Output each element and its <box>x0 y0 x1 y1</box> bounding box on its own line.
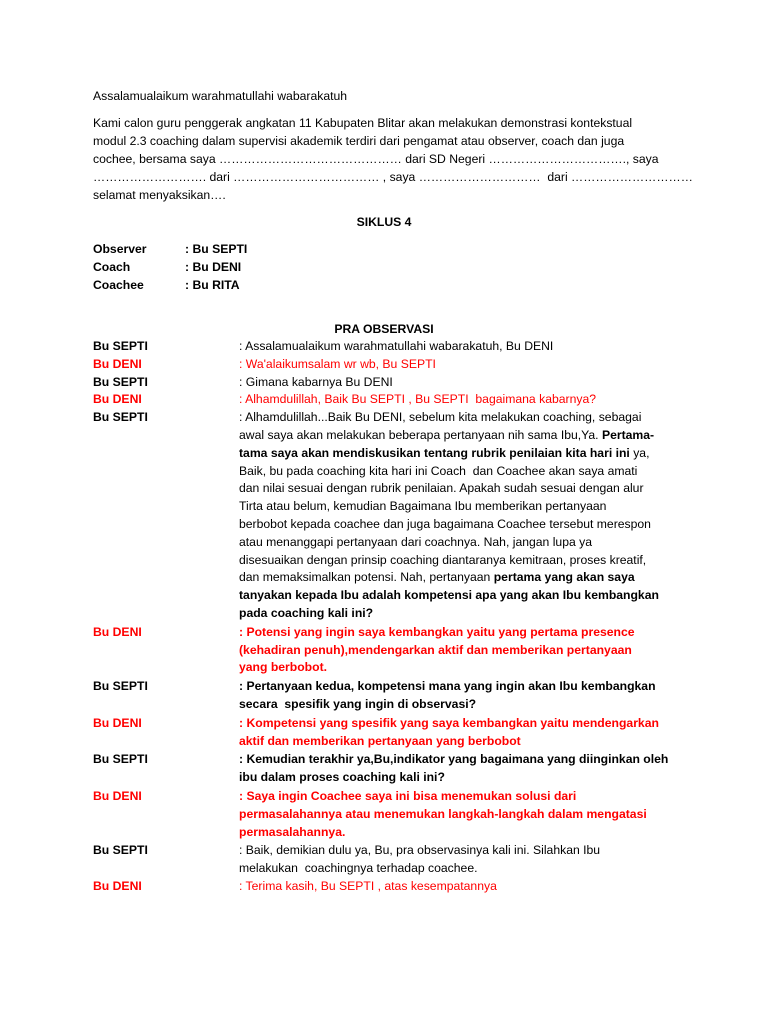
intro-line: selamat menyaksikan…. <box>93 188 226 202</box>
dialog-turn <box>93 788 693 841</box>
utterance-line: : Pertanyaan kedua, kompetensi mana yang ingin akan Ibu kembangkan <box>239 679 656 694</box>
speaker-name: Bu DENI <box>93 788 142 803</box>
utterance <box>239 842 679 878</box>
dialog <box>93 338 693 896</box>
utterance-line: permasalahannya atau menemukan langkah-langkah dalam mengatasi <box>239 806 647 821</box>
utterance-line: : Alhamdulillah, Baik Bu SEPTI , Bu SEPTI bagaimana kabarnya? <box>239 392 597 407</box>
role-value: : Bu RITA <box>185 278 240 292</box>
utterance-text: ya, <box>629 445 650 460</box>
role-value: : Bu SEPTI <box>185 242 248 256</box>
utterance <box>239 409 679 623</box>
dialog-turn <box>93 356 693 374</box>
utterance-line: secara spesifik yang ingin di observasi? <box>239 696 477 711</box>
utterance-bold-text: pertama yang akan saya <box>493 570 635 585</box>
utterance-line: aktif dan memberikan pertanyaan yang berbobot <box>239 733 521 748</box>
utterance-text: awal saya akan melakukan beberapa pertanyaan nih sama Ibu,Ya. <box>239 427 602 442</box>
role-row-coach <box>93 258 247 276</box>
dialog-turn <box>93 409 693 623</box>
dialog-turn <box>93 624 693 677</box>
utterance-line: : Saya ingin Coachee saya ini bisa menemukan solusi dari <box>239 788 577 803</box>
utterance-line: : Assalamualaikum warahmatullahi wabarakatuh, Bu DENI <box>239 339 554 353</box>
utterance-line: Baik, bu pada coaching kita hari ini Coach dan Coachee akan saya amati <box>239 463 638 478</box>
utterance-text: dan memaksimalkan potensi. Nah, pertanyaan <box>239 570 494 585</box>
utterance <box>239 878 679 896</box>
dialog-turn <box>93 715 693 751</box>
role-row-observer <box>93 240 247 258</box>
speaker-name: Bu SEPTI <box>93 374 148 389</box>
utterance-line: : Terima kasih, Bu SEPTI , atas kesempatannya <box>239 878 497 893</box>
role-value: : Bu DENI <box>185 260 242 274</box>
dialog-turn <box>93 842 693 878</box>
utterance-line: ibu dalam proses coaching kali ini? <box>239 770 445 785</box>
speaker-name: Bu SEPTI <box>93 339 148 353</box>
utterance-line: : Wa'alaikumsalam wr wb, Bu SEPTI <box>239 356 436 371</box>
dialog-turn <box>93 878 693 896</box>
utterance <box>239 391 679 409</box>
role-label: Coachee <box>93 278 144 292</box>
utterance <box>239 678 679 714</box>
speaker-name: Bu SEPTI <box>93 752 148 767</box>
utterance <box>239 374 679 392</box>
utterance-line <box>239 569 679 587</box>
speaker-name: Bu DENI <box>93 715 142 730</box>
dialog-turn <box>93 338 693 356</box>
speaker-name: Bu DENI <box>93 878 142 893</box>
utterance-bold-text: Pertama- <box>601 427 655 442</box>
speaker-name: Bu SEPTI <box>93 843 148 858</box>
utterance <box>239 788 679 841</box>
dialog-turn <box>93 374 693 392</box>
utterance-line: : Kompetensi yang spesifik yang saya kembangkan yaitu mendengarkan <box>239 715 659 730</box>
intro-paragraph <box>93 114 693 204</box>
greeting: Assalamualaikum warahmatullahi wabarakatuh <box>93 89 348 103</box>
role-row-coachee <box>93 276 247 294</box>
role-label: Coach <box>93 260 131 274</box>
intro-line: Kami calon guru penggerak angkatan 11 Kabupaten Blitar akan melakukan demonstrasi kontekstual <box>93 116 633 130</box>
speaker-name: Bu DENI <box>93 356 142 371</box>
speaker-name: Bu DENI <box>93 624 142 639</box>
utterance <box>239 338 679 356</box>
intro-line: cochee, bersama saya ……………………………………… dari SD Negeri ……………………………., saya <box>93 152 659 166</box>
utterance-line: atau menanggapi pertanyaan dari coachnya. Nah, jangan lupa ya <box>239 534 593 549</box>
utterance-line: : Baik, demikian dulu ya, Bu, pra observasinya kali ini. Silahkan Ibu <box>239 843 601 858</box>
utterance-line: Tirta atau belum, kemudian Bagaimana Ibu memberikan pertanyaan <box>239 499 607 514</box>
dialog-turn <box>93 391 693 409</box>
intro-line: modul 2.3 coaching dalam supervisi akademik terdiri dari pengamat atau observer, coach dan juga <box>93 134 625 148</box>
utterance-line: : Kemudian terakhir ya,Bu,indikator yang bagaimana yang diinginkan oleh <box>239 752 669 767</box>
utterance-line: disesuaikan dengan prinsip coaching diantaranya kemitraan, proses kreatif, <box>239 552 647 567</box>
roles-list <box>93 240 247 294</box>
utterance-line: : Alhamdulillah...Baik Bu DENI, sebelum kita melakukan coaching, sebagai <box>239 410 642 425</box>
utterance <box>239 715 679 751</box>
utterance-bold-text: tama saya akan mendiskusikan tentang rubrik penilaian kita hari ini <box>239 445 630 460</box>
utterance-line <box>239 445 679 463</box>
utterance-line: pada coaching kali ini? <box>239 605 374 620</box>
utterance-line: yang berbobot. <box>239 660 328 675</box>
utterance-line: permasalahannya. <box>239 824 346 839</box>
utterance <box>239 624 679 677</box>
utterance <box>239 356 679 374</box>
utterance-line: : Gimana kabarnya Bu DENI <box>239 374 393 389</box>
utterance-line: : Potensi yang ingin saya kembangkan yaitu yang pertama presence <box>239 624 635 639</box>
siklus-title: SIKLUS 4 <box>356 215 412 229</box>
utterance-line: tanyakan kepada Ibu adalah kompetensi apa yang akan Ibu kembangkan <box>239 588 659 603</box>
role-label: Observer <box>93 242 147 256</box>
intro-line: ………………………. dari ……………………………… , saya ………………………… dari ………………………… <box>93 170 693 184</box>
speaker-name: Bu SEPTI <box>93 679 148 694</box>
utterance-line: berbobot kepada coachee dan juga bagaimana Coachee tersebut merespon <box>239 516 651 531</box>
utterance-line: melakukan coachingnya terhadap coachee. <box>239 861 478 876</box>
pra-observasi-title: PRA OBSERVASI <box>334 322 434 336</box>
speaker-name: Bu SEPTI <box>93 410 148 425</box>
speaker-name: Bu DENI <box>93 392 142 407</box>
utterance-line: (kehadiran penuh),mendengarkan aktif dan memberikan pertanyaan <box>239 642 632 657</box>
utterance <box>239 751 679 787</box>
utterance-line <box>239 427 679 445</box>
dialog-turn <box>93 678 693 714</box>
dialog-turn <box>93 751 693 787</box>
utterance-line: dan nilai sesuai dengan rubrik penilaian. Apakah sudah sesuai dengan alur <box>239 481 644 496</box>
